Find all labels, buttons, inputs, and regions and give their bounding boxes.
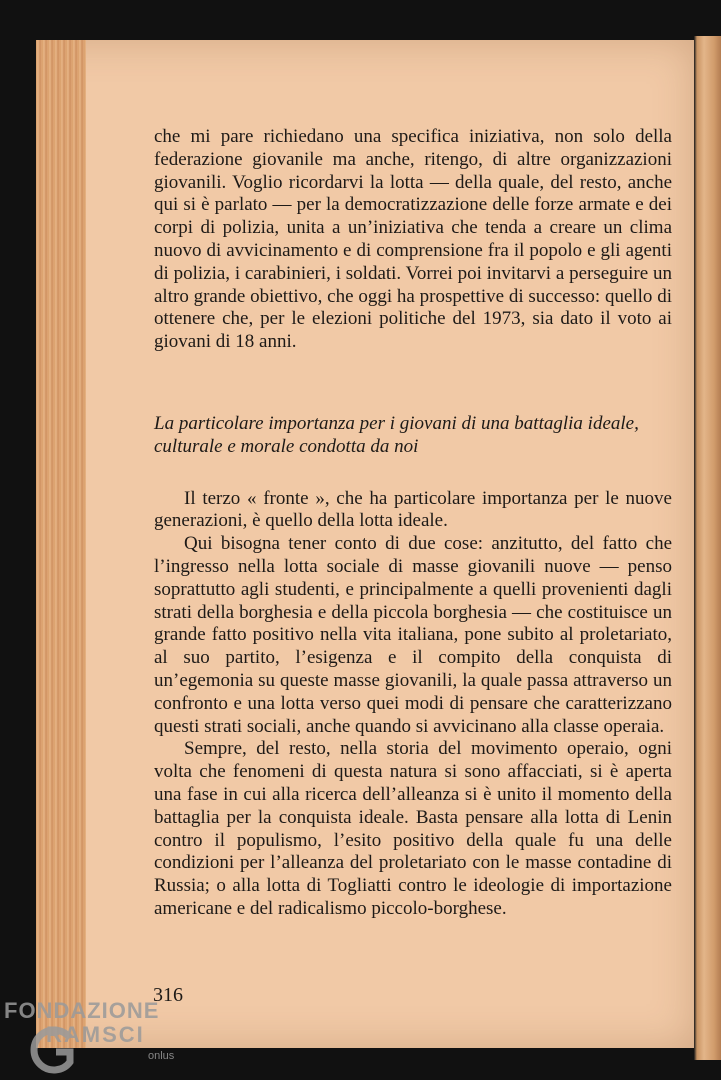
paragraph-movimento-operaio: Sempre, del resto, nella storia del movimento operaio, ogni volta che fenomeni di questa natura si sono affacciati, si è aperta una fase in cui alla ricerca dell’alleanza si è unito il momento della battaglia per la conquista ideale. Basta pensare alla lotta di Lenin contro il populismo, l’esito positivo della quale fu una delle condizioni per l’alleanza del proletariato con le masse contadine di Russia; o alla lotta di Togliatti contro le ideologie di importazione americane e del radicalismo piccolo-borghese. — [154, 738, 672, 919]
watermark-line2: RAMSCI — [46, 1022, 145, 1047]
paragraph-terzo-fronte: Il terzo « fronte », che ha particolare importanza per le nuove generazioni, è quello della lotta ideale. — [154, 487, 672, 532]
page-edge-left — [36, 40, 86, 1048]
page-text — [154, 126, 672, 921]
paragraph-opening: che mi pare richiedano una specifica iniziativa, non solo della federazione giovanile ma anche, ritengo, di altre organizzazioni giovanili. Voglio ricordarvi la lotta — della quale, del resto, anche qui si è parlato — per la democratizzazione delle forze armate e dei corpi di polizia, unita a un’iniziativa che tenda a creare un clima nuovo di avvicinamento e di comprensione fra il popolo e gli agenti di polizia, i carabinieri, i soldati. Vorrei poi invitarvi a perseguire un altro grande obiettivo, che oggi ha prospettive di successo: quello di ottenere che, per le elezioni politiche del 1973, sia dato il voto ai giovani di 18 anni. — [154, 126, 672, 353]
fondazione-gramsci-watermark — [4, 998, 194, 1078]
paragraph-due-cose: Qui bisogna tener conto di due cose: anzitutto, del fatto che l’ingresso nella lotta sociale di masse giovanili nuove — penso soprattutto agli studenti, e principalmente a quelli provenienti dagli strati della borghesia e della piccola borghesia — che costituisce un grande fatto positivo nella vita italiana, pone subito al proletariato, al suo partito, l’esigenza e il compito della conquista di un’egemonia su queste masse giovanili, la quale passa attraverso un confronto e una lotta verso quei modi di pensare che caratterizzano questi strati sociali, anche quando si avvicinano alla classe operaia. — [154, 533, 672, 737]
section-heading: La particolare importanza per i giovani di una battaglia ideale, culturale e morale condotta da noi — [154, 412, 639, 457]
page-edge-right — [694, 36, 721, 1060]
page-number: 316 — [153, 984, 183, 1006]
watermark-line1: FONDAZIONE — [4, 998, 160, 1023]
watermark-onlus: onlus — [148, 1050, 175, 1062]
